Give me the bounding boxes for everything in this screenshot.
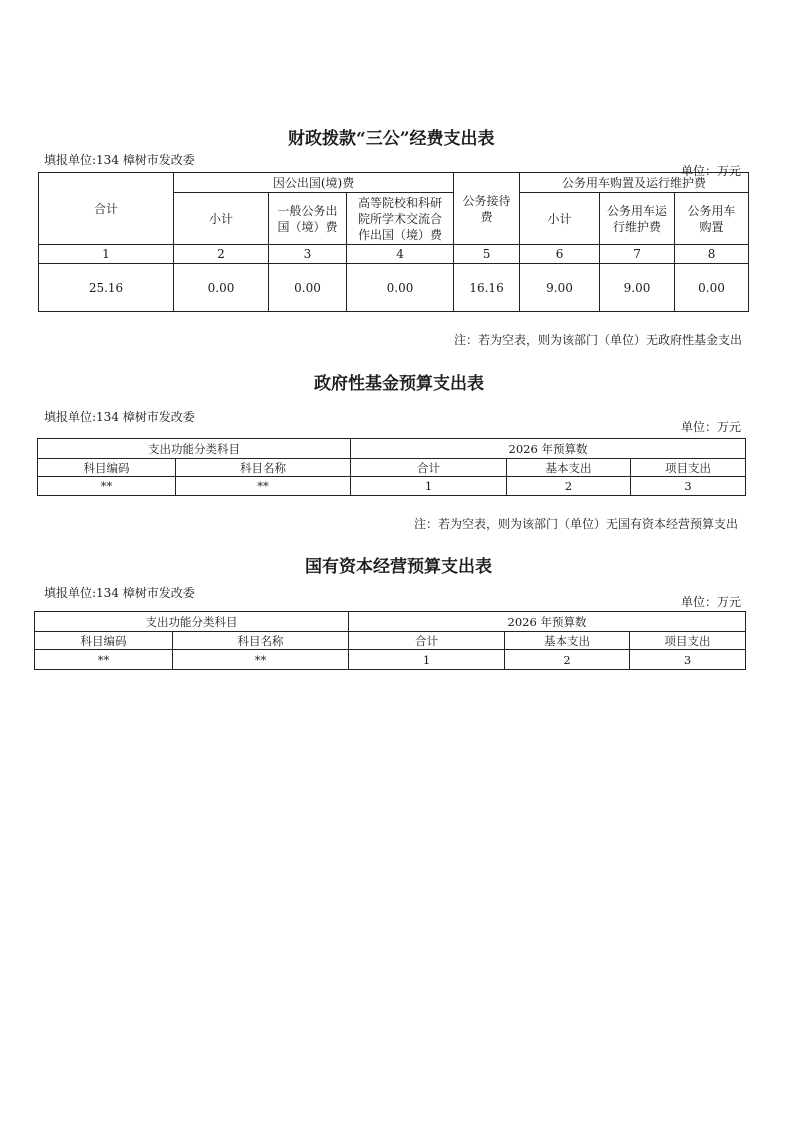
value-cell: 0.00	[347, 264, 454, 312]
header-basic: 基本支出	[505, 632, 630, 650]
value-cell: 9.00	[600, 264, 675, 312]
govfund-note: 注：若为空表，则为该部门（单位）无国有资本经营预算支出	[414, 517, 739, 531]
header-abroad-group: 因公出国(境)费	[174, 173, 454, 193]
statecap-currency-unit: 单位：万元	[681, 595, 742, 609]
govfund-currency-unit: 单位：万元	[681, 420, 742, 434]
index-cell: 5	[454, 245, 520, 264]
header-vehicle-operation: 公务用车运 行维护费	[600, 193, 675, 245]
row-cell: 2	[505, 650, 630, 670]
row-cell: **	[176, 477, 351, 496]
row-cell: 3	[630, 650, 746, 670]
row-cell: **	[35, 650, 173, 670]
header-code: 科目编码	[38, 459, 176, 477]
header-code: 科目编码	[35, 632, 173, 650]
sanggong-title: 财政拨款“三公”经费支出表	[288, 129, 495, 149]
header-project: 项目支出	[631, 459, 746, 477]
header-reception: 公务接待 费	[454, 173, 520, 245]
header-budget-group: 2026 年预算数	[351, 439, 746, 459]
sanggong-note: 注：若为空表，则为该部门（单位）无政府性基金支出	[454, 333, 743, 347]
index-cell: 6	[520, 245, 600, 264]
header-total: 合计	[349, 632, 505, 650]
statecap-title: 国有资本经营预算支出表	[305, 557, 492, 577]
header-name: 科目名称	[173, 632, 349, 650]
header-vehicle-purchase: 公务用车 购置	[675, 193, 749, 245]
header-func-group: 支出功能分类科目	[38, 439, 351, 459]
header-func-group: 支出功能分类科目	[35, 612, 349, 632]
value-cell: 0.00	[675, 264, 749, 312]
row-cell: 1	[349, 650, 505, 670]
row-cell: 3	[631, 477, 746, 496]
value-cell: 9.00	[520, 264, 600, 312]
sanggong-table	[38, 172, 749, 312]
govfund-reporting-unit: 填报单位:134 樟树市发改委	[44, 410, 195, 424]
header-abroad-subtotal: 小计	[174, 193, 269, 245]
header-vehicle-group: 公务用车购置及运行维护费	[520, 173, 749, 193]
statecap-table	[34, 611, 746, 670]
header-vehicle-subtotal: 小计	[520, 193, 600, 245]
sanggong-reporting-unit: 填报单位:134 樟树市发改委	[44, 153, 195, 167]
govfund-table	[37, 438, 746, 496]
index-cell: 8	[675, 245, 749, 264]
header-name: 科目名称	[176, 459, 351, 477]
row-cell: 1	[351, 477, 507, 496]
value-cell: 16.16	[454, 264, 520, 312]
header-abroad-general: 一般公务出 国（境）费	[269, 193, 347, 245]
header-total: 合计	[351, 459, 507, 477]
header-total: 合计	[39, 173, 174, 245]
row-cell: **	[173, 650, 349, 670]
index-cell: 3	[269, 245, 347, 264]
sanggong-currency-unit: 单位：万元	[681, 164, 742, 178]
row-cell: 2	[507, 477, 631, 496]
header-abroad-academic: 高等院校和科研 院所学术交流合 作出国（境）费	[347, 193, 454, 245]
index-cell: 2	[174, 245, 269, 264]
header-basic: 基本支出	[507, 459, 631, 477]
row-cell: **	[38, 477, 176, 496]
header-project: 项目支出	[630, 632, 746, 650]
value-cell: 0.00	[269, 264, 347, 312]
value-cell: 0.00	[174, 264, 269, 312]
header-budget-group: 2026 年预算数	[349, 612, 746, 632]
govfund-title: 政府性基金预算支出表	[314, 374, 484, 394]
statecap-reporting-unit: 填报单位:134 樟树市发改委	[44, 586, 195, 600]
index-cell: 7	[600, 245, 675, 264]
index-cell: 1	[39, 245, 174, 264]
value-cell: 25.16	[39, 264, 174, 312]
index-cell: 4	[347, 245, 454, 264]
